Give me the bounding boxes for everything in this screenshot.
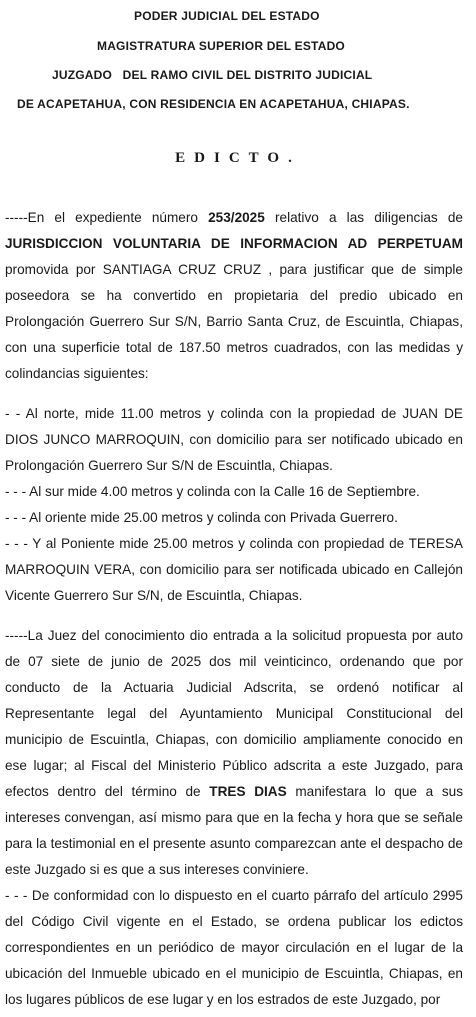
boundary-west: - - - Y al Poniente mide 25.00 metros y colinda con propiedad de TERESA MARROQUIN VERA, con domicilio para ser notificada ubicado en Callejón Vicente Guerrero Sur S/N, de Escuintla, Chiapas. <box>5 536 463 603</box>
order-term: TRES DIAS <box>209 784 287 799</box>
header-line-2: MAGISTRATURA SUPERIOR DEL ESTADO <box>97 39 345 53</box>
boundary-south: - - - Al sur mide 4.00 metros y colinda con la Calle 16 de Septiembre. <box>5 484 420 499</box>
paragraph-order <box>5 623 463 883</box>
intro-mid: relativo a las diligencias de <box>264 210 463 225</box>
header-line-4: DE ACAPETAHUA, CON RESIDENCIA EN ACAPETAHUA, CHIAPAS. <box>17 97 410 111</box>
order-text-b: manifestara lo que a sus intereses convengan, así mismo para que en la fecha y hora que se señale para la testimonial en el presente asunto comparezcan ante el despacho de este Juzgado si es que a sus intereses conviniere. <box>5 784 463 877</box>
case-number: 253/2025 <box>208 210 265 225</box>
header-line-3: JUZGADO DEL RAMO CIVIL DEL DISTRITO JUDICIAL <box>52 68 373 82</box>
procedure-name: JURISDICCION VOLUNTARIA DE INFORMACION AD PERPETUAM <box>5 236 463 251</box>
boundary-north: - - Al norte, mide 11.00 metros y colinda con la propiedad de JUAN DE DIOS JUNCO MARROQUIN, con domicilio para ser notificado ubicado en Prolongación Guerrero Sur S/N de Escuintla, Chiapas. <box>5 406 463 473</box>
document-body <box>5 205 463 1013</box>
intro-rest: promovida por SANTIAGA CRUZ CRUZ , para justificar que de simple poseedora se ha convertido en propietaria del predio ubicado en Prolongación Guerrero Sur S/N, Barrio Santa Cruz, de Escuintla, Chiapas, con una superficie total de 187.50 metros cuadrados, con las medidas y colindancias siguientes: <box>5 262 463 381</box>
boundary-east: - - - Al oriente mide 25.00 metros y colinda con Privada Guerrero. <box>5 510 398 525</box>
paragraph-case-intro <box>5 205 463 387</box>
intro-lead: -----En el expediente número <box>5 210 209 225</box>
document-title: EDICTO. <box>175 150 301 166</box>
order-text-a: -----La Juez del conocimiento dio entrada a la solicitud propuesta por auto de 07 siete de junio de 2025 dos mil veinticinco, ordenando que por conducto de la Actuaria Judicial Adscrita, se ordenó notificar al Representante legal del Ayuntamiento Municipal Constitucional del municipio de Escuintla, Chiapas, con domicilio ampliamente conocido en ese lugar; al Fiscal del Ministerio Público adscrita a este Juzgado, para efectos dentro del término de <box>5 628 463 799</box>
paragraph-publication: - - - De conformidad con lo dispuesto en el cuarto párrafo del artículo 2995 del Código Civil vigente en el Estado, se ordena publicar los edictos correspondientes en un periódico de mayor circulación en el lugar de la ubicación del Inmueble ubicado en el municipio de Escuintla, Chiapas, en los lugares públicos de ese lugar y en los estrados de este Juzgado, por <box>5 888 463 1007</box>
header-line-1: PODER JUDICIAL DEL ESTADO <box>134 9 320 23</box>
